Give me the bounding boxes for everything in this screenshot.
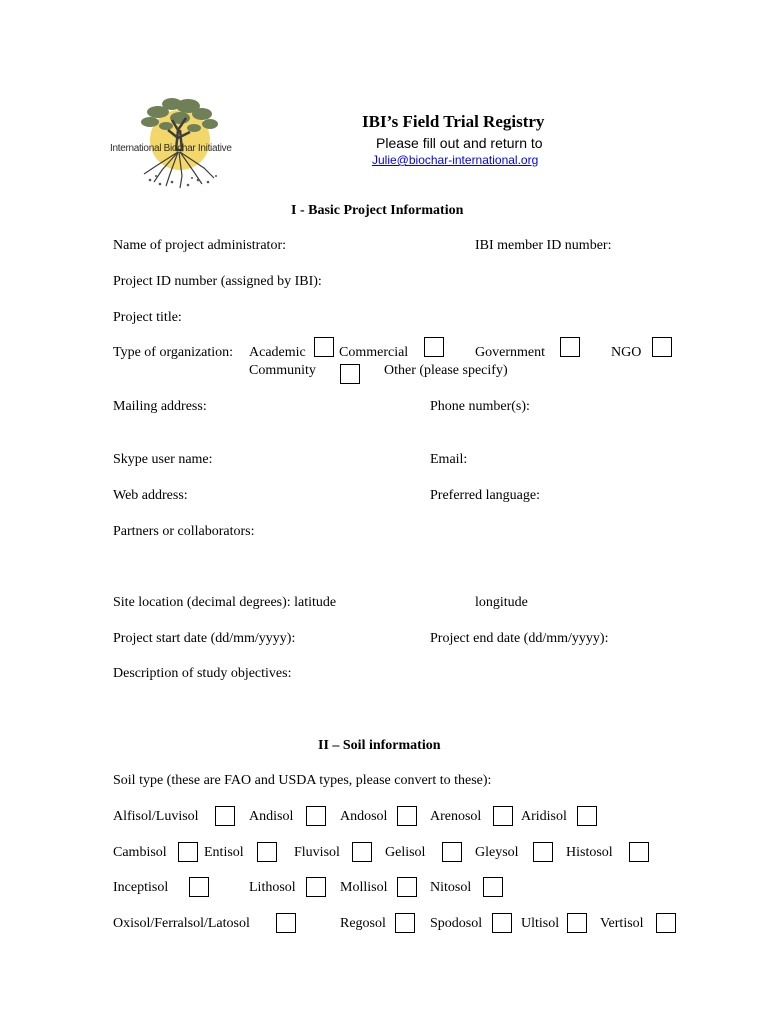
org-academic-checkbox[interactable]	[314, 337, 334, 357]
soil-fluvisol-checkbox[interactable]	[352, 842, 372, 862]
admin-name-label: Name of project administrator:	[113, 238, 286, 253]
soil-regosol-label: Regosol	[340, 916, 386, 931]
soil-spodosol-checkbox[interactable]	[492, 913, 512, 933]
end-date-label: Project end date (dd/mm/yyyy):	[430, 631, 609, 646]
email-link[interactable]: Julie@biochar-international.org	[372, 153, 539, 167]
soil-spodosol-label: Spodosol	[430, 916, 483, 931]
longitude-label: longitude	[475, 595, 528, 610]
org-ngo-label: NGO	[611, 345, 642, 360]
soil-gelisol-checkbox[interactable]	[442, 842, 462, 862]
soil-histosol-checkbox[interactable]	[629, 842, 649, 862]
soil-alfisol-label: Alfisol/Luvisol	[113, 809, 199, 824]
soil-oxisol-checkbox[interactable]	[276, 913, 296, 933]
soil-lithosol-checkbox[interactable]	[306, 877, 326, 897]
ibi-logo	[110, 90, 260, 190]
mailing-address-label: Mailing address:	[113, 399, 207, 414]
logo-org-name: International Biochar Initiative	[110, 143, 232, 154]
soil-fluvisol-label: Fluvisol	[294, 845, 340, 860]
soil-lithosol-label: Lithosol	[249, 880, 296, 895]
org-other-label: Other (please specify)	[384, 363, 508, 378]
soil-andosol-checkbox[interactable]	[397, 806, 417, 826]
project-title-label: Project title:	[113, 310, 182, 325]
org-community-checkbox[interactable]	[340, 364, 360, 384]
section-heading-soil: II – Soil information	[318, 738, 441, 753]
soil-arenosol-checkbox[interactable]	[493, 806, 513, 826]
soil-andosol-label: Andosol	[340, 809, 388, 824]
org-commercial-checkbox[interactable]	[424, 337, 444, 357]
web-address-label: Web address:	[113, 488, 188, 503]
org-community-label: Community	[249, 363, 316, 378]
soil-oxisol-label: Oxisol/Ferralsol/Latosol	[113, 916, 250, 931]
email-label: Email:	[430, 452, 468, 467]
skype-label: Skype user name:	[113, 452, 213, 467]
soil-andisol-label: Andisol	[249, 809, 294, 824]
soil-vertisol-label: Vertisol	[600, 916, 644, 931]
soil-entisol-label: Entisol	[204, 845, 244, 860]
language-label: Preferred language:	[430, 488, 540, 503]
soil-inceptisol-checkbox[interactable]	[189, 877, 209, 897]
member-id-label: IBI member ID number:	[475, 238, 612, 253]
org-type-label: Type of organization:	[113, 345, 234, 360]
soil-gleysol-checkbox[interactable]	[533, 842, 553, 862]
org-academic-label: Academic	[249, 345, 306, 360]
soil-cambisol-checkbox[interactable]	[178, 842, 198, 862]
soil-type-label: Soil type (these are FAO and USDA types, please convert to these):	[113, 773, 492, 788]
latitude-label: Site location (decimal degrees): latitude	[113, 595, 337, 610]
soil-mollisol-checkbox[interactable]	[397, 877, 417, 897]
start-date-label: Project start date (dd/mm/yyyy):	[113, 631, 296, 646]
org-commercial-label: Commercial	[339, 345, 409, 360]
soil-nitosol-label: Nitosol	[430, 880, 472, 895]
project-id-label: Project ID number (assigned by IBI):	[113, 274, 322, 289]
tree-icon	[110, 90, 260, 190]
soil-andisol-checkbox[interactable]	[306, 806, 326, 826]
org-government-checkbox[interactable]	[560, 337, 580, 357]
soil-cambisol-label: Cambisol	[113, 845, 167, 860]
objectives-label: Description of study objectives:	[113, 666, 292, 681]
soil-entisol-checkbox[interactable]	[257, 842, 277, 862]
soil-regosol-checkbox[interactable]	[395, 913, 415, 933]
soil-alfisol-checkbox[interactable]	[215, 806, 235, 826]
soil-ultisol-label: Ultisol	[521, 916, 560, 931]
soil-ultisol-checkbox[interactable]	[567, 913, 587, 933]
soil-inceptisol-label: Inceptisol	[113, 880, 169, 895]
soil-nitosol-checkbox[interactable]	[483, 877, 503, 897]
page-subtitle: Please fill out and return to	[376, 135, 543, 151]
soil-mollisol-label: Mollisol	[340, 880, 388, 895]
section-heading-basic: I - Basic Project Information	[291, 203, 464, 218]
soil-gleysol-label: Gleysol	[475, 845, 519, 860]
org-ngo-checkbox[interactable]	[652, 337, 672, 357]
soil-vertisol-checkbox[interactable]	[656, 913, 676, 933]
partners-label: Partners or collaborators:	[113, 524, 255, 539]
soil-aridisol-checkbox[interactable]	[577, 806, 597, 826]
soil-histosol-label: Histosol	[566, 845, 613, 860]
soil-arenosol-label: Arenosol	[430, 809, 482, 824]
page-title: IBI’s Field Trial Registry	[362, 112, 545, 131]
phone-label: Phone number(s):	[430, 399, 530, 414]
soil-gelisol-label: Gelisol	[385, 845, 426, 860]
soil-aridisol-label: Aridisol	[521, 809, 567, 824]
org-government-label: Government	[475, 345, 545, 360]
